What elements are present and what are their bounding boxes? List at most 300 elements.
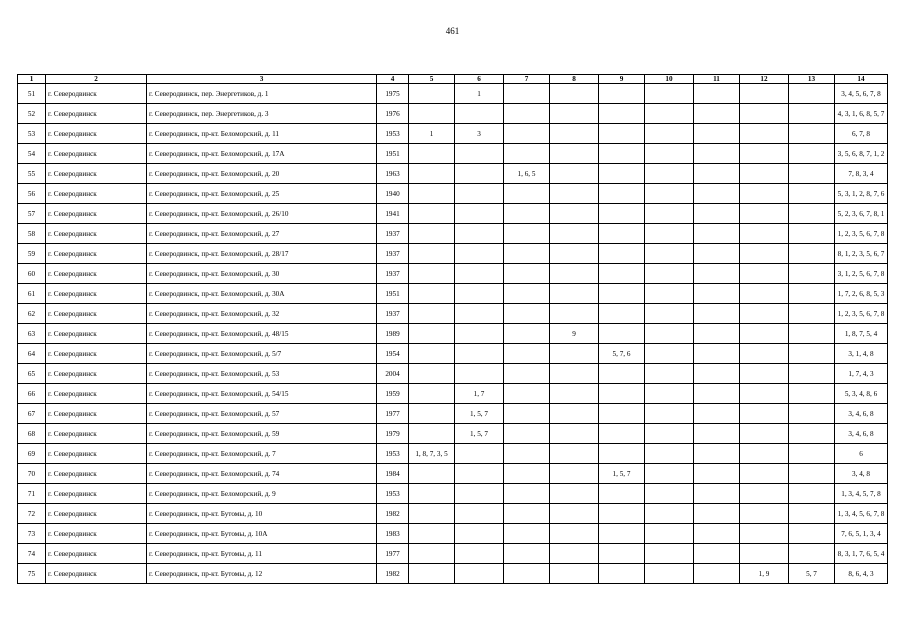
cell-col-14: 6, 7, 8 xyxy=(835,124,888,144)
cell-col-9 xyxy=(599,364,645,384)
table-row xyxy=(18,204,888,224)
cell-col-9 xyxy=(599,144,645,164)
cell-col-5 xyxy=(409,424,455,444)
cell-col-9 xyxy=(599,224,645,244)
cell-col-7 xyxy=(504,204,550,224)
cell-address: г. Северодвинск, пр-кт. Бутомы, д. 10А xyxy=(147,524,377,544)
cell-address: г. Северодвинск, пр-кт. Беломорский, д. 32 xyxy=(147,304,377,324)
cell-col-10 xyxy=(645,484,694,504)
cell-col-10 xyxy=(645,404,694,424)
cell-col-14: 5, 2, 3, 6, 7, 8, 1 xyxy=(835,204,888,224)
cell-col-6 xyxy=(455,364,504,384)
cell-col-10 xyxy=(645,344,694,364)
cell-col-5 xyxy=(409,244,455,264)
cell-col-13 xyxy=(789,104,835,124)
cell-col-12 xyxy=(740,384,789,404)
cell-row-number: 67 xyxy=(18,404,46,424)
cell-settlement: г. Северодвинск xyxy=(46,204,147,224)
cell-address: г. Северодвинск, пр-кт. Беломорский, д. 28/17 xyxy=(147,244,377,264)
cell-col-14: 3, 4, 6, 8 xyxy=(835,424,888,444)
cell-col-12 xyxy=(740,184,789,204)
cell-address: г. Северодвинск, пр-кт. Бутомы, д. 12 xyxy=(147,564,377,584)
cell-col-9 xyxy=(599,204,645,224)
cell-col-12 xyxy=(740,304,789,324)
cell-address: г. Северодвинск, пер. Энергетиков, д. 1 xyxy=(147,84,377,104)
table-row xyxy=(18,444,888,464)
cell-col-12 xyxy=(740,544,789,564)
cell-address: г. Северодвинск, пр-кт. Беломорский, д. 9 xyxy=(147,484,377,504)
cell-col-7 xyxy=(504,564,550,584)
cell-col-5 xyxy=(409,264,455,284)
cell-col-5 xyxy=(409,284,455,304)
cell-year-built: 1976 xyxy=(377,104,409,124)
cell-col-5 xyxy=(409,564,455,584)
cell-col-11 xyxy=(694,224,740,244)
cell-year-built: 2004 xyxy=(377,364,409,384)
cell-col-6 xyxy=(455,444,504,464)
table-row xyxy=(18,84,888,104)
cell-col-8 xyxy=(550,484,599,504)
cell-col-10 xyxy=(645,264,694,284)
cell-col-10 xyxy=(645,464,694,484)
cell-col-6 xyxy=(455,324,504,344)
cell-col-9 xyxy=(599,564,645,584)
cell-col-8 xyxy=(550,144,599,164)
cell-settlement: г. Северодвинск xyxy=(46,544,147,564)
cell-col-14: 3, 1, 4, 8 xyxy=(835,344,888,364)
cell-row-number: 52 xyxy=(18,104,46,124)
page-number: 461 xyxy=(445,26,460,36)
cell-col-13: 5, 7 xyxy=(789,564,835,584)
cell-year-built: 1951 xyxy=(377,144,409,164)
cell-col-10 xyxy=(645,364,694,384)
cell-col-10 xyxy=(645,244,694,264)
cell-col-12 xyxy=(740,504,789,524)
cell-year-built: 1963 xyxy=(377,164,409,184)
cell-col-9 xyxy=(599,524,645,544)
cell-col-6 xyxy=(455,104,504,124)
cell-year-built: 1982 xyxy=(377,504,409,524)
cell-col-14: 4, 3, 1, 6, 8, 5, 7 xyxy=(835,104,888,124)
cell-col-5 xyxy=(409,504,455,524)
cell-settlement: г. Северодвинск xyxy=(46,504,147,524)
cell-col-10 xyxy=(645,104,694,124)
cell-col-10 xyxy=(645,544,694,564)
cell-col-6: 1, 5, 7 xyxy=(455,404,504,424)
cell-year-built: 1984 xyxy=(377,464,409,484)
cell-col-10 xyxy=(645,384,694,404)
cell-col-5 xyxy=(409,544,455,564)
cell-address: г. Северодвинск, пр-кт. Беломорский, д. 48/15 xyxy=(147,324,377,344)
cell-col-14: 5, 3, 4, 8, 6 xyxy=(835,384,888,404)
cell-col-7 xyxy=(504,84,550,104)
cell-col-9 xyxy=(599,424,645,444)
cell-col-10 xyxy=(645,444,694,464)
cell-year-built: 1977 xyxy=(377,404,409,424)
cell-col-6 xyxy=(455,224,504,244)
cell-col-6 xyxy=(455,564,504,584)
column-header-3: 3 xyxy=(147,75,377,84)
cell-col-9 xyxy=(599,84,645,104)
cell-settlement: г. Северодвинск xyxy=(46,84,147,104)
cell-col-7 xyxy=(504,304,550,324)
cell-col-10 xyxy=(645,524,694,544)
cell-col-11 xyxy=(694,524,740,544)
cell-settlement: г. Северодвинск xyxy=(46,444,147,464)
cell-col-7 xyxy=(504,124,550,144)
cell-col-5 xyxy=(409,464,455,484)
cell-col-5 xyxy=(409,144,455,164)
cell-year-built: 1977 xyxy=(377,544,409,564)
table-row xyxy=(18,164,888,184)
cell-col-7 xyxy=(504,444,550,464)
cell-col-12 xyxy=(740,324,789,344)
cell-row-number: 69 xyxy=(18,444,46,464)
cell-year-built: 1983 xyxy=(377,524,409,544)
cell-col-9 xyxy=(599,404,645,424)
cell-address: г. Северодвинск, пр-кт. Беломорский, д. 53 xyxy=(147,364,377,384)
table-row xyxy=(18,324,888,344)
cell-col-9 xyxy=(599,284,645,304)
cell-col-14: 1, 2, 3, 5, 6, 7, 8 xyxy=(835,304,888,324)
cell-col-12 xyxy=(740,424,789,444)
cell-col-7 xyxy=(504,424,550,444)
cell-col-9 xyxy=(599,444,645,464)
cell-row-number: 56 xyxy=(18,184,46,204)
cell-row-number: 62 xyxy=(18,304,46,324)
cell-col-12 xyxy=(740,104,789,124)
cell-row-number: 53 xyxy=(18,124,46,144)
cell-row-number: 65 xyxy=(18,364,46,384)
cell-row-number: 64 xyxy=(18,344,46,364)
cell-col-12 xyxy=(740,204,789,224)
cell-col-13 xyxy=(789,504,835,524)
cell-col-8 xyxy=(550,504,599,524)
column-header-1: 1 xyxy=(18,75,46,84)
cell-col-9: 5, 7, 6 xyxy=(599,344,645,364)
cell-col-13 xyxy=(789,184,835,204)
column-header-11: 11 xyxy=(694,75,740,84)
table-row xyxy=(18,104,888,124)
cell-col-13 xyxy=(789,444,835,464)
cell-col-13 xyxy=(789,524,835,544)
cell-col-8 xyxy=(550,424,599,444)
cell-col-13 xyxy=(789,164,835,184)
table-row xyxy=(18,264,888,284)
cell-year-built: 1951 xyxy=(377,284,409,304)
cell-col-10 xyxy=(645,564,694,584)
cell-year-built: 1940 xyxy=(377,184,409,204)
cell-col-12: 1, 9 xyxy=(740,564,789,584)
cell-col-6 xyxy=(455,484,504,504)
cell-col-8 xyxy=(550,384,599,404)
cell-year-built: 1989 xyxy=(377,324,409,344)
cell-settlement: г. Северодвинск xyxy=(46,364,147,384)
cell-col-12 xyxy=(740,484,789,504)
column-header-8: 8 xyxy=(550,75,599,84)
cell-col-11 xyxy=(694,164,740,184)
cell-col-8 xyxy=(550,364,599,384)
cell-col-10 xyxy=(645,504,694,524)
cell-settlement: г. Северодвинск xyxy=(46,184,147,204)
cell-col-14: 3, 4, 8 xyxy=(835,464,888,484)
cell-col-9 xyxy=(599,504,645,524)
cell-col-14: 5, 3, 1, 2, 8, 7, 6 xyxy=(835,184,888,204)
cell-col-7 xyxy=(504,224,550,244)
cell-col-6 xyxy=(455,164,504,184)
cell-address: г. Северодвинск, пр-кт. Беломорский, д. 30А xyxy=(147,284,377,304)
cell-col-12 xyxy=(740,124,789,144)
cell-address: г. Северодвинск, пр-кт. Беломорский, д. 5/7 xyxy=(147,344,377,364)
cell-settlement: г. Северодвинск xyxy=(46,384,147,404)
cell-col-7 xyxy=(504,344,550,364)
cell-row-number: 73 xyxy=(18,524,46,544)
cell-col-8 xyxy=(550,184,599,204)
cell-col-8 xyxy=(550,444,599,464)
cell-col-5 xyxy=(409,204,455,224)
cell-col-11 xyxy=(694,264,740,284)
cell-row-number: 60 xyxy=(18,264,46,284)
cell-col-13 xyxy=(789,364,835,384)
cell-settlement: г. Северодвинск xyxy=(46,244,147,264)
cell-col-12 xyxy=(740,284,789,304)
cell-row-number: 66 xyxy=(18,384,46,404)
cell-col-8 xyxy=(550,104,599,124)
cell-col-7 xyxy=(504,324,550,344)
cell-col-11 xyxy=(694,184,740,204)
table-row xyxy=(18,504,888,524)
cell-address: г. Северодвинск, пр-кт. Беломорский, д. 20 xyxy=(147,164,377,184)
cell-address: г. Северодвинск, пр-кт. Беломорский, д. 54/15 xyxy=(147,384,377,404)
cell-col-5 xyxy=(409,404,455,424)
table-row xyxy=(18,304,888,324)
cell-col-14: 3, 1, 2, 5, 6, 7, 8 xyxy=(835,264,888,284)
cell-col-11 xyxy=(694,364,740,384)
cell-col-10 xyxy=(645,304,694,324)
cell-col-5 xyxy=(409,184,455,204)
cell-col-13 xyxy=(789,424,835,444)
table-row xyxy=(18,464,888,484)
column-header-5: 5 xyxy=(409,75,455,84)
cell-col-10 xyxy=(645,324,694,344)
cell-col-8 xyxy=(550,164,599,184)
column-header-14: 14 xyxy=(835,75,888,84)
cell-address: г. Северодвинск, пр-кт. Беломорский, д. 59 xyxy=(147,424,377,444)
cell-row-number: 61 xyxy=(18,284,46,304)
cell-col-11 xyxy=(694,144,740,164)
cell-row-number: 58 xyxy=(18,224,46,244)
cell-col-7 xyxy=(504,264,550,284)
cell-year-built: 1953 xyxy=(377,444,409,464)
cell-col-14: 3, 4, 5, 6, 7, 8 xyxy=(835,84,888,104)
cell-col-13 xyxy=(789,284,835,304)
cell-col-8 xyxy=(550,524,599,544)
cell-col-6: 1 xyxy=(455,84,504,104)
table-row xyxy=(18,344,888,364)
cell-col-11 xyxy=(694,324,740,344)
cell-col-13 xyxy=(789,244,835,264)
cell-col-12 xyxy=(740,344,789,364)
cell-address: г. Северодвинск, пр-кт. Беломорский, д. 27 xyxy=(147,224,377,244)
cell-settlement: г. Северодвинск xyxy=(46,464,147,484)
table-row xyxy=(18,524,888,544)
cell-col-8 xyxy=(550,284,599,304)
cell-col-13 xyxy=(789,384,835,404)
cell-settlement: г. Северодвинск xyxy=(46,124,147,144)
cell-address: г. Северодвинск, пр-кт. Беломорский, д. 74 xyxy=(147,464,377,484)
cell-col-7 xyxy=(504,504,550,524)
table-row xyxy=(18,144,888,164)
cell-col-14: 1, 8, 7, 5, 4 xyxy=(835,324,888,344)
cell-col-12 xyxy=(740,84,789,104)
cell-row-number: 75 xyxy=(18,564,46,584)
cell-col-11 xyxy=(694,204,740,224)
cell-col-14: 1, 3, 4, 5, 7, 8 xyxy=(835,484,888,504)
cell-col-14: 7, 6, 5, 1, 3, 4 xyxy=(835,524,888,544)
cell-col-14: 3, 4, 6, 8 xyxy=(835,404,888,424)
cell-col-7 xyxy=(504,484,550,504)
cell-col-7 xyxy=(504,144,550,164)
cell-settlement: г. Северодвинск xyxy=(46,484,147,504)
cell-col-12 xyxy=(740,464,789,484)
cell-year-built: 1953 xyxy=(377,484,409,504)
cell-settlement: г. Северодвинск xyxy=(46,524,147,544)
cell-col-14: 1, 2, 3, 5, 6, 7, 8 xyxy=(835,224,888,244)
cell-col-12 xyxy=(740,404,789,424)
cell-settlement: г. Северодвинск xyxy=(46,424,147,444)
cell-col-13 xyxy=(789,144,835,164)
cell-col-13 xyxy=(789,204,835,224)
cell-settlement: г. Северодвинск xyxy=(46,564,147,584)
cell-col-14: 6 xyxy=(835,444,888,464)
cell-col-11 xyxy=(694,284,740,304)
cell-address: г. Северодвинск, пр-кт. Беломорский, д. 25 xyxy=(147,184,377,204)
cell-col-8 xyxy=(550,244,599,264)
cell-col-12 xyxy=(740,244,789,264)
cell-col-7 xyxy=(504,364,550,384)
cell-year-built: 1937 xyxy=(377,264,409,284)
cell-col-12 xyxy=(740,264,789,284)
cell-col-11 xyxy=(694,424,740,444)
cell-year-built: 1941 xyxy=(377,204,409,224)
cell-col-11 xyxy=(694,384,740,404)
cell-col-14: 7, 8, 3, 4 xyxy=(835,164,888,184)
cell-col-9 xyxy=(599,324,645,344)
cell-col-5 xyxy=(409,324,455,344)
cell-col-9 xyxy=(599,544,645,564)
cell-col-10 xyxy=(645,164,694,184)
cell-col-11 xyxy=(694,124,740,144)
cell-col-12 xyxy=(740,224,789,244)
table-row xyxy=(18,544,888,564)
cell-col-6: 1, 7 xyxy=(455,384,504,404)
cell-row-number: 63 xyxy=(18,324,46,344)
cell-col-10 xyxy=(645,424,694,444)
cell-address: г. Северодвинск, пр-кт. Беломорский, д. 57 xyxy=(147,404,377,424)
cell-col-8 xyxy=(550,224,599,244)
cell-year-built: 1979 xyxy=(377,424,409,444)
cell-row-number: 57 xyxy=(18,204,46,224)
cell-col-10 xyxy=(645,224,694,244)
cell-col-11 xyxy=(694,564,740,584)
cell-col-14: 1, 3, 4, 5, 6, 7, 8 xyxy=(835,504,888,524)
cell-col-12 xyxy=(740,364,789,384)
cell-col-13 xyxy=(789,304,835,324)
cell-col-7 xyxy=(504,244,550,264)
cell-year-built: 1954 xyxy=(377,344,409,364)
cell-col-5: 1, 8, 7, 3, 5 xyxy=(409,444,455,464)
cell-col-11 xyxy=(694,404,740,424)
table-row xyxy=(18,284,888,304)
cell-col-10 xyxy=(645,184,694,204)
cell-row-number: 70 xyxy=(18,464,46,484)
cell-col-13 xyxy=(789,484,835,504)
cell-col-13 xyxy=(789,404,835,424)
table-row xyxy=(18,184,888,204)
cell-col-8 xyxy=(550,404,599,424)
cell-col-10 xyxy=(645,144,694,164)
cell-address: г. Северодвинск, пр-кт. Бутомы, д. 11 xyxy=(147,544,377,564)
cell-col-6: 1, 5, 7 xyxy=(455,424,504,444)
column-header-13: 13 xyxy=(789,75,835,84)
cell-col-6 xyxy=(455,344,504,364)
cell-col-11 xyxy=(694,304,740,324)
cell-col-5: 1 xyxy=(409,124,455,144)
cell-settlement: г. Северодвинск xyxy=(46,164,147,184)
table-row xyxy=(18,364,888,384)
cell-settlement: г. Северодвинск xyxy=(46,324,147,344)
cell-settlement: г. Северодвинск xyxy=(46,284,147,304)
cell-col-14: 8, 6, 4, 3 xyxy=(835,564,888,584)
cell-col-7 xyxy=(504,284,550,304)
cell-col-14: 1, 7, 4, 3 xyxy=(835,364,888,384)
cell-col-8 xyxy=(550,264,599,284)
cell-col-10 xyxy=(645,284,694,304)
cell-col-13 xyxy=(789,124,835,144)
cell-address: г. Северодвинск, пр-кт. Беломорский, д. 11 xyxy=(147,124,377,144)
cell-col-14: 3, 5, 6, 8, 7, 1, 2 xyxy=(835,144,888,164)
cell-col-8 xyxy=(550,464,599,484)
column-header-9: 9 xyxy=(599,75,645,84)
table-row xyxy=(18,244,888,264)
column-header-7: 7 xyxy=(504,75,550,84)
cell-col-8 xyxy=(550,84,599,104)
cell-col-7 xyxy=(504,184,550,204)
cell-col-11 xyxy=(694,464,740,484)
cell-settlement: г. Северодвинск xyxy=(46,224,147,244)
cell-row-number: 55 xyxy=(18,164,46,184)
cell-settlement: г. Северодвинск xyxy=(46,144,147,164)
table-row xyxy=(18,124,888,144)
cell-col-10 xyxy=(645,204,694,224)
cell-col-11 xyxy=(694,104,740,124)
cell-address: г. Северодвинск, пр-кт. Бутомы, д. 10 xyxy=(147,504,377,524)
cell-col-7 xyxy=(504,524,550,544)
cell-col-8 xyxy=(550,124,599,144)
cell-col-6 xyxy=(455,524,504,544)
cell-col-14: 8, 3, 1, 7, 6, 5, 4 xyxy=(835,544,888,564)
cell-col-11 xyxy=(694,484,740,504)
cell-col-6 xyxy=(455,184,504,204)
cell-col-13 xyxy=(789,224,835,244)
cell-col-5 xyxy=(409,104,455,124)
cell-col-5 xyxy=(409,164,455,184)
cell-col-11 xyxy=(694,84,740,104)
cell-col-9 xyxy=(599,484,645,504)
cell-year-built: 1953 xyxy=(377,124,409,144)
cell-row-number: 59 xyxy=(18,244,46,264)
cell-row-number: 54 xyxy=(18,144,46,164)
